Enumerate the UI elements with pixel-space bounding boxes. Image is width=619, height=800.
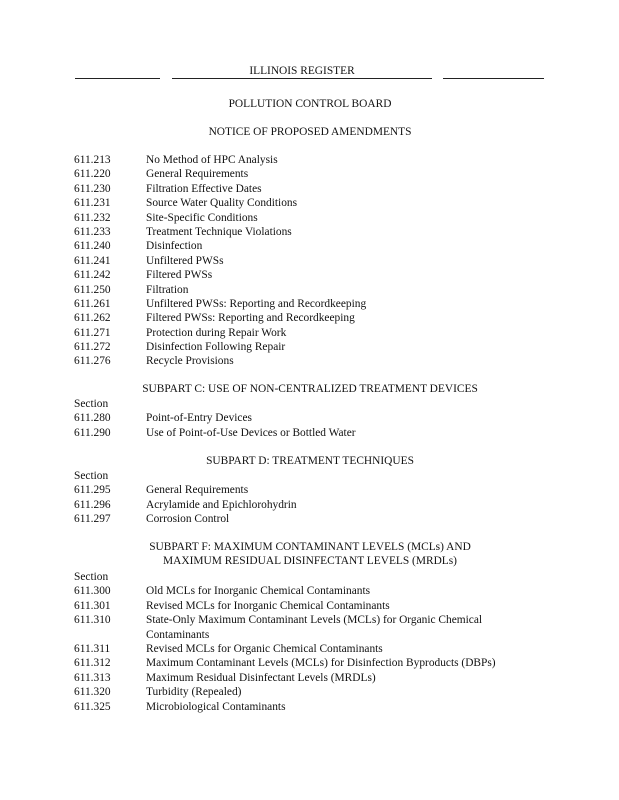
section-title: Microbiological Contaminants	[146, 700, 286, 713]
section-number: 611.320	[74, 686, 111, 699]
list-item	[74, 671, 554, 685]
subpart-c-heading: SUBPART C: USE OF NON-CENTRALIZED TREATMENT DEVICES	[142, 383, 478, 395]
list-item	[74, 225, 554, 239]
section-number: 611.232	[74, 211, 111, 224]
section-number: 611.240	[74, 240, 111, 253]
section-title: General Requirements	[146, 168, 249, 181]
list-item	[74, 584, 554, 598]
header-rule-center	[172, 78, 432, 79]
section-label: Section	[74, 571, 109, 583]
section-list-c	[74, 397, 554, 440]
section-number: 611.311	[74, 642, 111, 655]
section-number: 611.296	[74, 498, 111, 511]
header-rule-left	[75, 78, 160, 79]
section-title: Filtered PWSs: Reporting and Recordkeeping	[146, 312, 355, 325]
section-title: Disinfection	[146, 240, 203, 253]
section-number: 611.290	[74, 426, 111, 439]
section-title: Revised MCLs for Organic Chemical Contaminants	[146, 642, 383, 655]
section-title: State-Only Maximum Contaminant Levels (MCLs) for Organic Chemical Contaminants	[146, 614, 483, 641]
section-title: Recycle Provisions	[146, 355, 234, 368]
register-title: ILLINOIS REGISTER	[249, 65, 355, 77]
list-item	[74, 211, 554, 225]
section-title: Treatment Technique Violations	[146, 225, 292, 238]
list-item	[74, 354, 554, 368]
list-item	[74, 613, 504, 642]
section-number: 611.220	[74, 168, 111, 181]
section-title: Unfiltered PWSs: Reporting and Recordkeeping	[146, 297, 367, 310]
list-item	[74, 483, 554, 497]
section-title: Source Water Quality Conditions	[146, 197, 298, 210]
list-item	[74, 196, 554, 210]
subpart-f-heading-line2: MAXIMUM RESIDUAL DISINFECTANT LEVELS (MRDLs)	[163, 555, 457, 567]
list-item	[74, 268, 554, 282]
section-title: Protection during Repair Work	[146, 326, 287, 339]
list-item	[74, 498, 554, 512]
section-title: Filtered PWSs	[146, 269, 213, 282]
section-title: Maximum Residual Disinfectant Levels (MRDLs)	[146, 671, 376, 684]
list-item	[74, 239, 554, 253]
section-number: 611.301	[74, 599, 111, 612]
section-number: 611.261	[74, 297, 111, 310]
section-number: 611.271	[74, 326, 111, 339]
notice-heading: NOTICE OF PROPOSED AMENDMENTS	[208, 126, 412, 138]
section-list-d	[74, 469, 554, 527]
section-number: 611.313	[74, 671, 111, 684]
list-item	[74, 411, 554, 425]
list-item	[74, 700, 554, 714]
list-item	[74, 311, 554, 325]
list-item	[74, 167, 554, 181]
section-number: 611.295	[74, 484, 111, 497]
list-item	[74, 656, 554, 670]
section-title: Filtration Effective Dates	[146, 182, 262, 195]
section-number: 611.276	[74, 355, 111, 368]
section-number: 611.272	[74, 341, 111, 354]
section-number: 611.300	[74, 585, 111, 598]
section-title: Corrosion Control	[146, 513, 230, 526]
section-number: 611.312	[74, 657, 111, 670]
section-title: Site-Specific Conditions	[146, 211, 258, 224]
section-number: 611.231	[74, 197, 111, 210]
section-list-f	[74, 570, 554, 714]
section-title: Turbidity (Repealed)	[146, 686, 242, 699]
list-item	[74, 326, 554, 340]
subpart-f-heading-line1: SUBPART F: MAXIMUM CONTAMINANT LEVELS (MCLs) AND	[149, 541, 471, 553]
section-title: Maximum Contaminant Levels (MCLs) for Disinfection Byproducts (DBPs)	[146, 657, 496, 670]
section-list-b	[74, 153, 554, 369]
subpart-d-heading: SUBPART D: TREATMENT TECHNIQUES	[206, 455, 414, 467]
section-title: Disinfection Following Repair	[146, 341, 286, 354]
section-title: Use of Point-of-Use Devices or Bottled Water	[146, 426, 356, 439]
list-item	[74, 297, 554, 311]
section-title: Filtration	[146, 283, 189, 296]
section-title: Acrylamide and Epichlorohydrin	[146, 498, 297, 511]
section-number: 611.241	[74, 254, 111, 267]
list-item	[74, 182, 554, 196]
section-title: Point-of-Entry Devices	[146, 412, 252, 425]
section-number: 611.262	[74, 312, 111, 325]
list-item	[74, 153, 554, 167]
section-number: 611.280	[74, 412, 111, 425]
list-item	[74, 599, 554, 613]
section-number: 611.297	[74, 513, 111, 526]
list-item	[74, 283, 554, 297]
section-title: Old MCLs for Inorganic Chemical Contaminants	[146, 585, 371, 598]
section-number: 611.213	[74, 154, 111, 166]
list-item	[74, 254, 554, 268]
section-number: 611.325	[74, 700, 111, 713]
section-label: Section	[74, 470, 109, 482]
section-title: Unfiltered PWSs	[146, 254, 224, 267]
section-number: 611.242	[74, 269, 111, 282]
list-item	[74, 426, 554, 440]
list-item	[74, 685, 554, 699]
section-number: 611.233	[74, 225, 111, 238]
list-item	[74, 340, 554, 354]
section-title: No Method of HPC Analysis	[146, 154, 278, 166]
section-label: Section	[74, 398, 109, 410]
agency-heading: POLLUTION CONTROL BOARD	[228, 98, 392, 110]
section-title: Revised MCLs for Inorganic Chemical Contaminants	[146, 599, 390, 612]
list-item	[74, 642, 554, 656]
section-title: General Requirements	[146, 484, 249, 497]
section-number: 611.310	[74, 614, 111, 627]
header-rule-right	[443, 78, 544, 79]
section-number: 611.230	[74, 182, 111, 195]
section-number: 611.250	[74, 283, 111, 296]
list-item	[74, 512, 554, 526]
